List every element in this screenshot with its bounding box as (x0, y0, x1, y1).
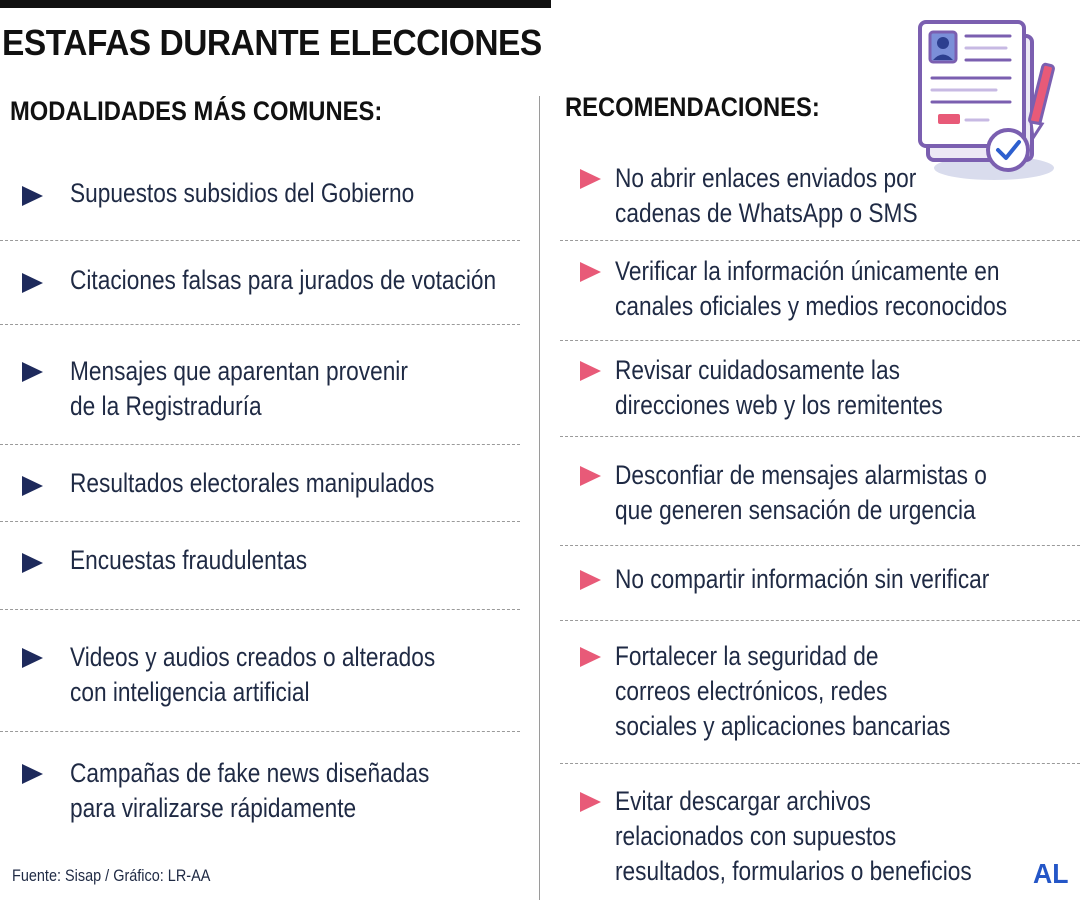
list-item-text: Campañas de fake news diseñadas para viralizarse rápidamente (70, 758, 430, 823)
triangle-right-icon (580, 570, 601, 590)
document-check-icon (918, 14, 1058, 186)
triangle-right-icon (22, 362, 43, 382)
dashed-separator (0, 731, 520, 732)
triangle-right-icon (22, 273, 43, 293)
triangle-right-icon (22, 764, 43, 784)
triangle-right-icon (580, 262, 601, 282)
brand-logo: AL (1033, 858, 1069, 889)
dashed-separator (560, 436, 1080, 437)
list-item-text: Revisar cuidadosamente las direcciones web y los remitentes (615, 355, 943, 420)
triangle-right-icon (22, 186, 43, 206)
triangle-right-icon (580, 647, 601, 667)
list-item-text: Fortalecer la seguridad de correos electrónicos, redes sociales y aplicaciones bancarias (615, 641, 951, 741)
source-credit: Fuente: Sisap / Gráfico: LR-AA (12, 866, 211, 885)
list-item-text: Desconfiar de mensajes alarmistas o que generen sensación de urgencia (615, 460, 987, 525)
triangle-right-icon (580, 466, 601, 486)
list-item-text: Videos y audios creados o alterados con inteligencia artificial (70, 642, 436, 707)
list-item-text: Resultados electorales manipulados (70, 468, 435, 498)
triangle-right-icon (580, 792, 601, 812)
dashed-separator (560, 545, 1080, 546)
dashed-separator (560, 240, 1080, 241)
triangle-right-icon (22, 553, 43, 573)
dashed-separator (560, 340, 1080, 341)
dashed-separator (0, 521, 520, 522)
list-item-text: Verificar la información únicamente en canales oficiales y medios reconocidos (615, 256, 1008, 321)
dashed-separator (0, 609, 520, 610)
triangle-right-icon (580, 361, 601, 381)
triangle-right-icon (22, 648, 43, 668)
triangle-right-icon (22, 476, 43, 496)
list-item-text: Encuestas fraudulentas (70, 545, 308, 575)
page-title: ESTAFAS DURANTE ELECCIONES (2, 22, 542, 63)
dashed-separator (0, 444, 520, 445)
dashed-separator (560, 763, 1080, 764)
dashed-separator (0, 324, 520, 325)
column-divider (539, 96, 540, 900)
left-column-heading: MODALIDADES MÁS COMUNES: (10, 96, 383, 126)
dashed-separator (0, 240, 520, 241)
list-item-text: No abrir enlaces enviados por cadenas de WhatsApp o SMS (615, 163, 918, 228)
list-item-text: Evitar descargar archivos relacionados con supuestos resultados, formularios o beneficios (615, 786, 972, 886)
right-column-heading: RECOMENDACIONES: (565, 92, 820, 122)
top-rule (0, 0, 551, 8)
dashed-separator (560, 620, 1080, 621)
list-item-text: Citaciones falsas para jurados de votación (70, 265, 497, 295)
list-item-text: Mensajes que aparentan provenir de la Registraduría (70, 356, 408, 421)
list-item-text: Supuestos subsidios del Gobierno (70, 178, 415, 208)
list-item-text: No compartir información sin verificar (615, 564, 990, 594)
triangle-right-icon (580, 169, 601, 189)
